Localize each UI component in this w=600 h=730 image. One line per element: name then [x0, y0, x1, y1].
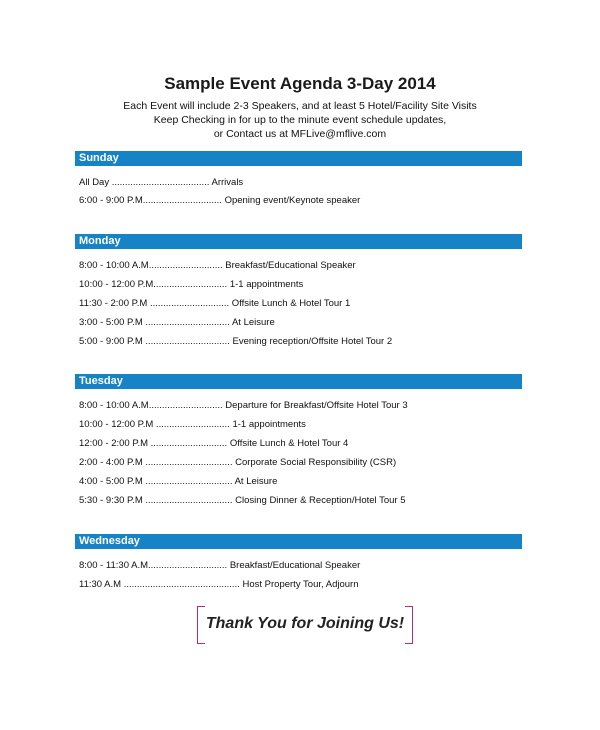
- agenda-time: 4:00 - 5:00 P.M: [79, 476, 143, 487]
- agenda-time: 5:30 - 9:30 P.M: [79, 495, 143, 506]
- agenda-row: [79, 278, 519, 292]
- agenda-time: 11:30 - 2:00 P.M: [79, 298, 148, 309]
- agenda-event: 1-1 appointments: [232, 419, 306, 430]
- leader-dots: ..............................: [147, 298, 232, 309]
- agenda-row: [79, 335, 519, 349]
- leader-dots: ..............................: [148, 560, 230, 571]
- agenda-row: [79, 194, 519, 208]
- agenda-row: [79, 456, 519, 470]
- thank-you-frame: [197, 606, 413, 644]
- agenda-row: [79, 316, 519, 330]
- agenda-time: 2:00 - 4:00 P.M: [79, 457, 143, 468]
- agenda-event: Host Property Tour, Adjourn: [242, 579, 359, 590]
- agenda-event: Evening reception/Offsite Hotel Tour 2: [232, 336, 393, 347]
- agenda-event: Offsite Lunch & Hotel Tour 4: [229, 438, 349, 449]
- section-header-sunday: Sunday: [75, 151, 522, 166]
- agenda-time: 10:00 - 12:00 P.M: [79, 279, 154, 290]
- subtitle-line-3: or Contact us at MFLive@mflive.com: [213, 128, 387, 140]
- agenda-time: 8:00 - 11:30 A.M: [79, 560, 149, 571]
- agenda-row: [79, 559, 519, 573]
- section-header-wednesday: Wednesday: [75, 534, 522, 549]
- agenda-event: Breakfast/Educational Speaker: [229, 560, 361, 571]
- leader-dots: ................................: [142, 317, 232, 328]
- agenda-row: [79, 494, 519, 508]
- agenda-time: 6:00 - 9:00 P.M: [79, 195, 143, 206]
- agenda-time: 11:30 A.M: [79, 579, 122, 590]
- agenda-time: 12:00 - 2:00 P.M: [79, 438, 149, 449]
- agenda-event: Closing Dinner & Reception/Hotel Tour 5: [235, 495, 406, 506]
- agenda-row: [79, 176, 519, 190]
- agenda-time: 5:00 - 9:00 P.M: [79, 336, 143, 347]
- leader-dots: ............................: [148, 400, 226, 411]
- agenda-row: [79, 578, 519, 592]
- agenda-row: [79, 297, 519, 311]
- agenda-event: Opening event/Keynote speaker: [224, 195, 361, 206]
- agenda-event: Breakfast/Educational Speaker: [225, 260, 356, 271]
- leader-dots: .....................................: [109, 177, 212, 188]
- leader-dots: .................................: [142, 457, 236, 468]
- leader-dots: ................................: [142, 336, 233, 347]
- agenda-event: Corporate Social Responsibility (CSR): [235, 457, 397, 468]
- leader-dots: ..............................: [142, 195, 225, 206]
- agenda-time: 10:00 - 12:00 P.M: [79, 419, 154, 430]
- agenda-time: 8:00 - 10:00 A.M: [79, 400, 149, 411]
- subtitle-line-2: Keep Checking in for up to the minute event schedule updates,: [153, 114, 447, 126]
- leader-dots: .............................: [148, 438, 230, 449]
- agenda-row: [79, 259, 519, 273]
- agenda-time: 8:00 - 10:00 A.M: [79, 260, 149, 271]
- agenda-event: At Leisure: [231, 317, 275, 328]
- agenda-event: Offsite Lunch & Hotel Tour 1: [231, 298, 351, 309]
- agenda-row: [79, 418, 519, 432]
- section-header-tuesday: Tuesday: [75, 374, 522, 389]
- leader-dots: ............................: [153, 419, 233, 430]
- agenda-event: Departure for Breakfast/Offsite Hotel Tour 3: [225, 400, 408, 411]
- agenda-row: [79, 399, 519, 413]
- page-title: Sample Event Agenda 3-Day 2014: [164, 74, 436, 93]
- agenda-event: At Leisure: [234, 476, 278, 487]
- agenda-time: All Day: [79, 177, 110, 188]
- leader-dots: .................................: [142, 476, 235, 487]
- leader-dots: ............................: [148, 260, 226, 271]
- agenda-time: 3:00 - 5:00 P.M: [79, 317, 143, 328]
- leader-dots: ............................................: [121, 579, 243, 590]
- thank-you-message: Thank You for Joining Us!: [205, 615, 405, 632]
- agenda-event: Arrivals: [211, 177, 244, 188]
- agenda-row: [79, 437, 519, 451]
- section-header-monday: Monday: [75, 234, 522, 249]
- agenda-event: 1-1 appointments: [229, 279, 304, 290]
- subtitle-line-1: Each Event will include 2-3 Speakers, and at least 5 Hotel/Facility Site Visits: [123, 100, 477, 112]
- leader-dots: .................................: [142, 495, 236, 506]
- agenda-row: [79, 475, 519, 489]
- leader-dots: ............................: [153, 279, 230, 290]
